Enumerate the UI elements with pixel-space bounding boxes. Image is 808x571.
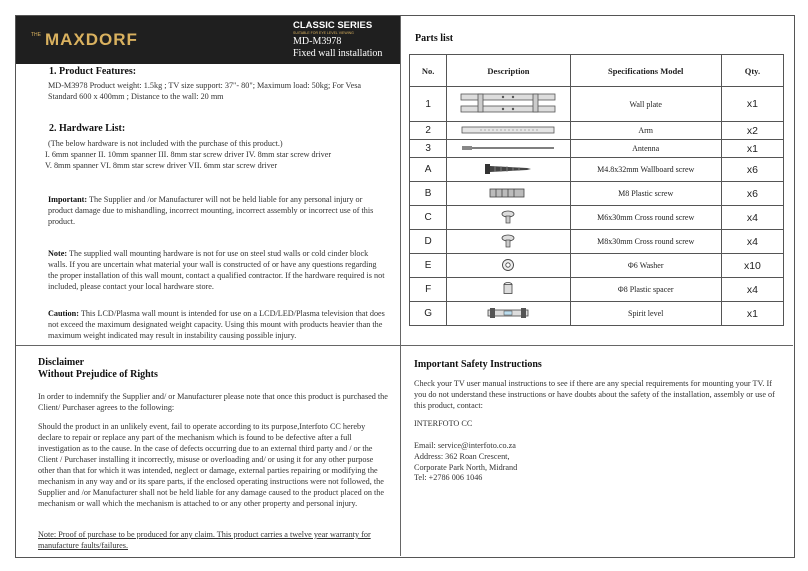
table-row	[410, 206, 784, 230]
caution-paragraph	[48, 308, 388, 341]
col-description: Description	[447, 55, 570, 87]
important-text: The Supplier and /or Manufacturer will not be held liable for any personal injury or product damage due to mishandling, incorrect mounting, incorrect assembly or incorrect use of this product.	[48, 195, 374, 226]
parts-table	[409, 54, 784, 326]
table-row	[410, 87, 784, 122]
table-row	[410, 182, 784, 206]
part-spec: M4.8x32mm Wallboard screw	[570, 158, 721, 182]
series-subtitle: SUITABLE FOR EYE LEVEL VIEWING	[293, 31, 354, 35]
wallboard-screw-icon	[483, 162, 533, 176]
brand-prefix: THE	[31, 32, 41, 38]
section-divider-right	[401, 345, 793, 346]
brand-logo	[31, 30, 138, 50]
brand-name: MAXDORF	[45, 30, 138, 49]
part-image	[447, 278, 570, 302]
part-spec: Arm	[570, 122, 721, 140]
part-image	[447, 182, 570, 206]
spirit-level-icon	[486, 306, 530, 320]
model-number: MD-M3978	[293, 36, 342, 47]
part-image	[447, 206, 570, 230]
table-row	[410, 302, 784, 326]
part-qty: x10	[721, 254, 783, 278]
parts-list-title: Parts list	[415, 33, 454, 44]
hardware-tools-1: I. 6mm spanner II. 10mm spanner III. 8mm star screw driver IV. 8mm star screw driver	[45, 150, 332, 159]
part-qty: x6	[721, 182, 783, 206]
safety-title: Important Safety Instructions	[414, 359, 542, 370]
arm-icon	[460, 125, 556, 135]
col-spec: Specifications Model	[570, 55, 721, 87]
hardware-tools-2: V. 8mm spanner VI. 8mm star screw driver VII. 6mm star screw driver	[45, 161, 278, 170]
part-image	[447, 87, 570, 122]
plastic-spacer-icon	[500, 281, 516, 297]
part-no: B	[410, 182, 447, 206]
safety-address-1: Address: 362 Roan Crescent,	[414, 452, 510, 461]
part-no: 1	[410, 87, 447, 122]
disclaimer-subtitle: Without Prejudice of Rights	[38, 369, 158, 380]
column-divider	[400, 16, 401, 556]
table-row	[410, 122, 784, 140]
col-qty: Qty.	[721, 55, 783, 87]
product-subtitle: Fixed wall installation	[293, 48, 383, 59]
part-no: 3	[410, 140, 447, 158]
part-image	[447, 158, 570, 182]
part-qty: x4	[721, 278, 783, 302]
table-row	[410, 278, 784, 302]
important-paragraph	[48, 194, 388, 227]
safety-email: Email: service@interfoto.co.za	[414, 441, 516, 450]
part-spec: Φ6 Washer	[570, 254, 721, 278]
part-qty: x2	[721, 122, 783, 140]
part-spec: M8 Plastic screw	[570, 182, 721, 206]
plastic-screw-icon	[488, 186, 528, 200]
hardware-note: (The below hardware is not included with the purchase of this product.)	[48, 139, 283, 148]
disclaimer-warranty-note: Note: Proof of purchase to be produced for any claim. This product carries a twelve year warranty for manufacture faults/failures.	[38, 530, 371, 550]
safety-body: Check your TV user manual instructions to see if there are any special requirements for mounting your TV. If you do not understand these instructions or have doubts about the safety of the installation, assembly or use of this product, contact:	[414, 379, 775, 410]
wall-plate-icon	[458, 91, 558, 115]
part-no: A	[410, 158, 447, 182]
features-body: MD-M3978 Product weight: 1.5kg ; TV size support: 37"- 80"; Maximum load: 50kg; For Vesa Standard 600 x 400mm ; Distance to the wall: 20 mm	[48, 81, 362, 101]
cross-round-screw-icon	[498, 233, 518, 249]
part-spec: Antenna	[570, 140, 721, 158]
part-spec: M6x30mm Cross round screw	[570, 206, 721, 230]
caution-label: Caution:	[48, 309, 79, 318]
part-no: 2	[410, 122, 447, 140]
part-spec: Wall plate	[570, 87, 721, 122]
part-spec: Spirit level	[570, 302, 721, 326]
washer-icon	[500, 258, 516, 272]
table-row	[410, 140, 784, 158]
part-image	[447, 302, 570, 326]
part-qty: x1	[721, 87, 783, 122]
part-qty: x1	[721, 140, 783, 158]
part-qty: x6	[721, 158, 783, 182]
part-no: F	[410, 278, 447, 302]
col-no: No.	[410, 55, 447, 87]
note-text: The supplied wall mounting hardware is not for use on steel stud walls or cold cinder block walls. If you are uncertain what material your wall is constructed of or have any questions regarding the proper installation of this wall mount, contact a qualified contractor. If the hardware required is not included, please contact your local hardware store.	[48, 249, 385, 291]
part-spec: M8x30mm Cross round screw	[570, 230, 721, 254]
parts-header-row	[410, 55, 784, 87]
part-qty: x4	[721, 206, 783, 230]
header-banner	[16, 16, 400, 64]
part-image	[447, 140, 570, 158]
part-no: C	[410, 206, 447, 230]
hardware-title: 2. Hardware List:	[49, 123, 126, 134]
part-spec: Φ8 Plastic spacer	[570, 278, 721, 302]
table-row	[410, 230, 784, 254]
part-no: D	[410, 230, 447, 254]
disclaimer-intro: In order to indemnify the Supplier and/ or Manufacturer please note that once this product is purchased the Client/ Purchaser agrees to the following:	[38, 392, 388, 412]
disclaimer-title: Disclaimer	[38, 357, 85, 368]
note-label: Note:	[48, 249, 68, 258]
part-no: G	[410, 302, 447, 326]
part-qty: x4	[721, 230, 783, 254]
note-paragraph	[48, 248, 388, 292]
part-no: E	[410, 254, 447, 278]
series-title: CLASSIC SERIES	[293, 20, 373, 31]
part-image	[447, 230, 570, 254]
caution-text: This LCD/Plasma wall mount is intended for use on a LCD/LED/Plasma television that does not exceed the maximum designated weight capacity. Using this mount with products heavier than the maximum weight indicated may result in instability causing possible injury.	[48, 309, 385, 340]
disclaimer-body: Should the product in an unlikely event, fail to operate according to its purpose,Interfoto CC hereby declare to repair or replace any part of the mechanism which is found to be defective after a full investigation as to the cause. In the case of defects occurring due to an external third party and / or the Client / Purchaser installing it incorrectly, misuse or overloading and/ or using it for any other purpose other than that for which it was intended, neglect or damage, external parties repairing or modifying the mechanism in any way and or its spare parts, if the enclosed operating instructions were not followed, the Supplier and /or Manufacturer shall not be held liable for any damage caused to the product placed on the mechanism or wall which the mechanism is attached to or any other property and personal injury.	[38, 422, 385, 508]
table-row	[410, 254, 784, 278]
section-divider-left	[16, 345, 400, 346]
table-row	[410, 158, 784, 182]
antenna-icon	[460, 144, 556, 152]
safety-phone: Tel: +2786 006 1046	[414, 473, 483, 482]
features-title: 1. Product Features:	[49, 66, 137, 77]
cross-round-screw-icon	[498, 209, 518, 225]
part-image	[447, 254, 570, 278]
safety-address-2: Corporate Park North, Midrand	[414, 463, 518, 472]
safety-company: INTERFOTO CC	[414, 419, 473, 428]
important-label: Important:	[48, 195, 88, 204]
part-image	[447, 122, 570, 140]
part-qty: x1	[721, 302, 783, 326]
